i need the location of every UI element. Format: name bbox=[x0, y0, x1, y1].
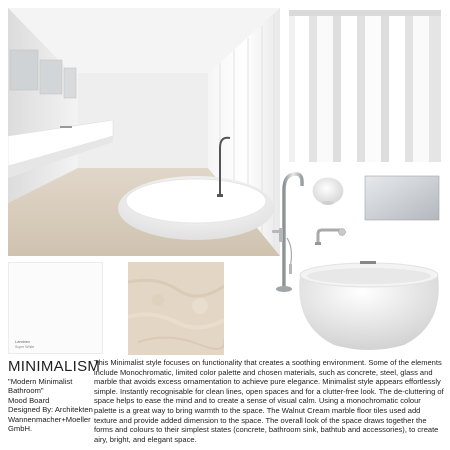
marble-tile-swatch bbox=[128, 262, 224, 355]
board-designer: Designed By: Architekten Wannenmacher+Moeller GmbH. bbox=[8, 405, 93, 434]
curtain-photo bbox=[289, 10, 441, 162]
board-subtitle-block bbox=[8, 377, 96, 433]
freestanding-bathtub bbox=[294, 255, 444, 355]
swatch-color-name: Super White bbox=[15, 345, 35, 349]
white-laminate-swatch bbox=[8, 262, 103, 354]
swatch-brand-label: Laminex bbox=[15, 339, 31, 344]
board-title: MINIMALISM bbox=[8, 358, 101, 375]
board-description: This Minimalist style focuses on functionality that creates a soothing environment. Some of the elements include Monochromatic, limited color palette and chosen materials, such as concrete, steel, glass and marble that avoids excess ornamentation to achieve pure elegance. Minimalist style appears effortlessly simple. Instantly recognisable for clean lines, open spaces and for a clutter-free look. The de-cluttering of space helps to ease the mind and to create a sense of visual calm. Using a monochromatic colour palette is a great way to bring warmth to the space. The Walnut Cream marble floor tiles used add texture and provide added dimension to the space. The overall look of the space draws together the forms and colours to their simplest states (concrete, bathroom sink, bathtub and accessories), to create airy, bright, and elegant space. bbox=[94, 358, 444, 444]
board-subtitle: "Modern Minimalist Bathroom" bbox=[8, 377, 73, 396]
board-type: Mood Board bbox=[8, 395, 50, 405]
wall-mounted-spout bbox=[312, 226, 352, 250]
bathroom-photo bbox=[8, 8, 280, 256]
round-light-fixture bbox=[310, 173, 346, 209]
mirror-panel bbox=[364, 175, 440, 221]
